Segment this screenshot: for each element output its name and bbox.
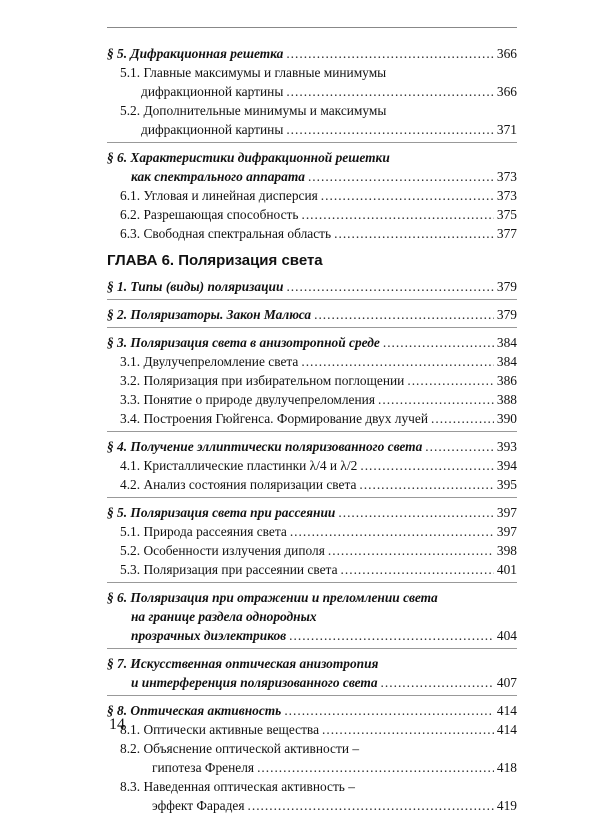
page-ref: 419 — [496, 798, 517, 813]
leader-dots — [308, 167, 494, 186]
toc-chapter-section-1 — [107, 277, 517, 300]
section-title-cont: прозрачных диэлектриков — [131, 628, 287, 643]
sub-num: 5.1. — [120, 524, 141, 539]
section-title: § 5. Дифракционная решетка — [107, 46, 284, 61]
leader-dots — [286, 82, 494, 101]
leader-dots — [321, 186, 494, 205]
toc-subentry-cont[interactable] — [107, 758, 517, 777]
sub-title: Построения Гюйгенса. Формирование двух лучей — [143, 411, 429, 426]
page-ref: 375 — [496, 207, 517, 222]
sub-title: Поляризация при избирательном поглощении — [143, 373, 405, 388]
section-title: § 8. Оптическая активность — [107, 703, 282, 718]
table-of-contents — [107, 44, 517, 823]
leader-dots — [301, 205, 493, 224]
page-ref: 407 — [496, 675, 517, 690]
page-number: 14 — [109, 716, 125, 733]
sub-title: Объяснение оптической активности – — [143, 741, 360, 756]
sub-title: Природа рассеяния света — [143, 524, 287, 539]
toc-subentry[interactable] — [107, 205, 517, 224]
sub-num: 3.3. — [120, 392, 141, 407]
sub-title: Свободная спектральная область — [143, 226, 332, 241]
leader-dots — [322, 720, 494, 739]
leader-dots — [378, 390, 494, 409]
toc-entry[interactable] — [107, 503, 517, 522]
toc-entry[interactable] — [107, 654, 517, 673]
toc-chapter-section-5 — [107, 503, 517, 583]
toc-entry[interactable] — [107, 588, 517, 607]
toc-subentry[interactable] — [107, 390, 517, 409]
sub-title: Анализ состояния поляризации света — [143, 477, 357, 492]
toc-chapter-section-8 — [107, 701, 517, 818]
toc-entry[interactable] — [107, 701, 517, 720]
toc-subentry[interactable] — [107, 224, 517, 243]
top-rule — [107, 27, 517, 28]
leader-dots — [314, 305, 494, 324]
leader-dots — [248, 796, 494, 815]
leader-dots — [431, 409, 494, 428]
leader-dots — [341, 560, 494, 579]
leader-dots — [257, 758, 494, 777]
page-ref: 366 — [496, 46, 517, 61]
toc-subentry[interactable] — [107, 560, 517, 579]
section-title: § 1. Типы (виды) поляризации — [107, 279, 284, 294]
sub-num: 6.2. — [120, 207, 141, 222]
section-title: § 7. Искусственная оптическая анизотропия — [107, 656, 379, 671]
toc-subentry[interactable] — [107, 371, 517, 390]
sub-title: Наведенная оптическая активность – — [143, 779, 355, 794]
page-ref: 401 — [496, 562, 517, 577]
toc-chapter-section-4 — [107, 437, 517, 498]
page-ref: 393 — [496, 439, 517, 454]
sub-title: Разрешающая способность — [143, 207, 299, 222]
toc-subentry[interactable] — [107, 522, 517, 541]
leader-dots — [289, 626, 494, 645]
sub-num: 4.1. — [120, 458, 141, 473]
section-title-cont: на границе раздела однородных — [131, 609, 317, 624]
sub-num: 5.3. — [120, 562, 141, 577]
page-ref: 390 — [496, 411, 517, 426]
section-title: § 6. Характеристики дифракционной решетки — [107, 150, 390, 165]
sub-num: 4.2. — [120, 477, 141, 492]
page-ref: 418 — [496, 760, 517, 775]
toc-section-6 — [107, 148, 517, 246]
toc-subentry[interactable] — [107, 186, 517, 205]
sub-num: 3.2. — [120, 373, 141, 388]
sub-title: Оптически активные вещества — [143, 722, 320, 737]
leader-dots — [286, 120, 494, 139]
toc-subentry[interactable] — [107, 739, 517, 758]
page-ref: 397 — [496, 524, 517, 539]
page-ref: 397 — [496, 505, 517, 520]
sub-num: 8.1. — [120, 722, 141, 737]
toc-entry-cont[interactable] — [107, 673, 517, 692]
toc-subentry[interactable] — [107, 101, 517, 120]
page-ref: 373 — [496, 188, 517, 203]
leader-dots — [301, 352, 494, 371]
toc-subentry[interactable] — [107, 720, 517, 739]
page-ref: 404 — [496, 628, 517, 643]
toc-entry[interactable] — [107, 148, 517, 167]
toc-subentry[interactable] — [107, 409, 517, 428]
sub-num: 5.1. — [120, 65, 141, 80]
toc-entry-cont[interactable] — [107, 167, 517, 186]
section-title: § 5. Поляризация света при рассеянии — [107, 505, 336, 520]
page-ref: 373 — [496, 169, 517, 184]
leader-dots — [286, 44, 494, 63]
chapter-heading[interactable]: ГЛАВА 6. Поляризация света — [107, 252, 323, 269]
sub-num: 8.3. — [120, 779, 141, 794]
page-ref: 395 — [496, 477, 517, 492]
toc-subentry[interactable] — [107, 475, 517, 494]
sub-title-cont: эффект Фарадея — [152, 798, 245, 813]
sub-title: Особенности излучения диполя — [143, 543, 325, 558]
toc-subentry-cont[interactable] — [107, 796, 517, 815]
section-title: § 2. Поляризаторы. Закон Малюса — [107, 307, 312, 322]
leader-dots — [425, 437, 494, 456]
toc-entry-cont[interactable] — [107, 607, 517, 626]
sub-title: Дополнительные минимумы и максимумы — [143, 103, 387, 118]
toc-chapter-section-6 — [107, 588, 517, 649]
toc-entry[interactable] — [107, 277, 517, 296]
toc-section-5 — [107, 44, 517, 143]
page-ref: 371 — [496, 122, 517, 137]
leader-dots — [328, 541, 494, 560]
sub-title: Двулучепреломление света — [143, 354, 299, 369]
page-ref: 386 — [496, 373, 517, 388]
toc-subentry[interactable] — [107, 777, 517, 796]
sub-title-cont: дифракционной картины — [141, 122, 284, 137]
toc-subentry[interactable] — [107, 63, 517, 82]
sub-num: 8.2. — [120, 741, 141, 756]
leader-dots — [286, 277, 493, 296]
page-ref: 379 — [496, 279, 517, 294]
sub-num: 5.2. — [120, 543, 141, 558]
page-ref: 394 — [496, 458, 517, 473]
section-title: § 4. Получение эллиптически поляризованного света — [107, 439, 423, 454]
sub-title: Угловая и линейная дисперсия — [143, 188, 318, 203]
page-ref: 384 — [496, 354, 517, 369]
toc-subentry[interactable] — [107, 541, 517, 560]
leader-dots — [360, 456, 494, 475]
page-ref: 384 — [496, 335, 517, 350]
section-title: § 6. Поляризация при отражении и преломлении света — [107, 590, 438, 605]
section-title-cont: и интерференция поляризованного света — [131, 675, 378, 690]
sub-title: Кристаллические пластинки λ/4 и λ/2 — [143, 458, 358, 473]
page-ref: 414 — [496, 722, 517, 737]
toc-subentry[interactable] — [107, 456, 517, 475]
leader-dots — [284, 701, 494, 720]
sub-title-cont: гипотеза Френеля — [152, 760, 255, 775]
toc-entry[interactable] — [107, 333, 517, 352]
page-ref: 398 — [496, 543, 517, 558]
toc-entry[interactable] — [107, 437, 517, 456]
leader-dots — [383, 333, 494, 352]
page-ref: 388 — [496, 392, 517, 407]
toc-chapter-section-2 — [107, 305, 517, 328]
page-ref: 366 — [496, 84, 517, 99]
toc-entry[interactable] — [107, 44, 517, 63]
toc-subentry-cont[interactable] — [107, 82, 517, 101]
toc-chapter-section-7 — [107, 654, 517, 696]
sub-title: Поляризация при рассеянии света — [143, 562, 338, 577]
toc-entry-cont[interactable] — [107, 626, 517, 645]
sub-num: 3.4. — [120, 411, 141, 426]
leader-dots — [381, 673, 494, 692]
sub-num: 6.3. — [120, 226, 141, 241]
sub-title-cont: дифракционной картины — [141, 84, 284, 99]
leader-dots — [338, 503, 494, 522]
sub-num: 5.2. — [120, 103, 141, 118]
toc-entry[interactable] — [107, 305, 517, 324]
page-ref: 379 — [496, 307, 517, 322]
leader-dots — [359, 475, 493, 494]
leader-dots — [407, 371, 494, 390]
leader-dots — [334, 224, 494, 243]
section-title: § 3. Поляризация света в анизотропной среде — [107, 335, 380, 350]
section-title-cont: как спектрального аппарата — [131, 169, 305, 184]
toc-chapter-section-3 — [107, 333, 517, 432]
toc-subentry[interactable] — [107, 352, 517, 371]
leader-dots — [290, 522, 494, 541]
sub-title: Понятие о природе двулучепреломления — [143, 392, 375, 407]
toc-subentry-cont[interactable] — [107, 120, 517, 139]
page-ref: 414 — [496, 703, 517, 718]
sub-num: 6.1. — [120, 188, 141, 203]
page-ref: 377 — [496, 226, 517, 241]
sub-title: Главные максимумы и главные минимумы — [143, 65, 387, 80]
sub-num: 3.1. — [120, 354, 141, 369]
